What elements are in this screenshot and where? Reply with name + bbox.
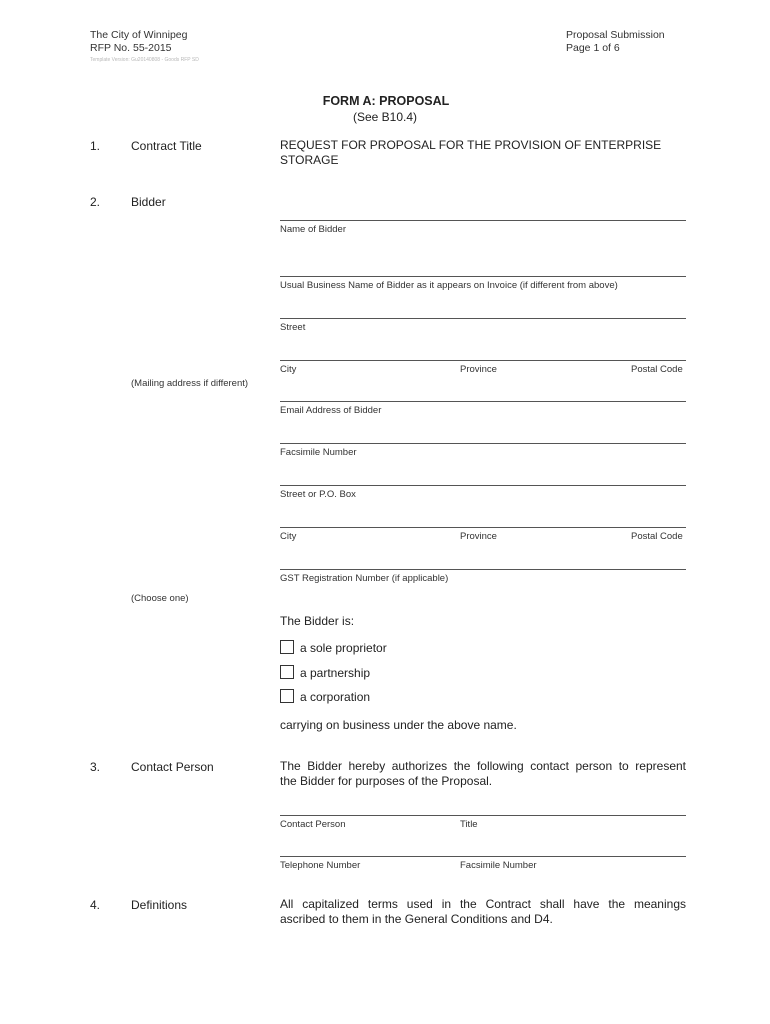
usual-business-name-line[interactable] (280, 276, 686, 277)
gst-line[interactable] (280, 569, 686, 570)
definitions-text (280, 897, 686, 927)
section-2-label: Bidder (131, 195, 166, 209)
contract-title-line-2: STORAGE (280, 153, 339, 167)
contact-authorization-line-1: The Bidder hereby authorizes the following contact person to represent (280, 759, 686, 773)
city-province-postal-line[interactable] (280, 360, 686, 361)
template-version-note: Template Version: Gu20140808 - Goods RFP SD (90, 57, 199, 63)
contract-title-line-1: REQUEST FOR PROPOSAL FOR THE PROVISION OF ENTERPRISE (280, 138, 662, 152)
fax-line[interactable] (280, 443, 686, 444)
contact-person-title-line[interactable] (280, 815, 686, 816)
province-caption: Province (460, 364, 497, 375)
postal-code-caption: Postal Code (631, 364, 683, 375)
section-4-label: Definitions (131, 898, 188, 912)
po-box-caption: Street or P.O. Box (280, 489, 356, 500)
bidder-name-caption: Name of Bidder (280, 224, 347, 235)
header-right (566, 29, 665, 55)
doc-type: Proposal Submission (566, 29, 665, 41)
mailing-postal-code-caption: Postal Code (631, 531, 683, 542)
page-number: Page 1 of 6 (566, 42, 620, 54)
mailing-province-caption: Province (460, 531, 497, 542)
section-1-label: Contract Title (131, 139, 202, 153)
section-3-number: 3. (90, 760, 101, 774)
bidder-name-line[interactable] (280, 220, 686, 221)
mailing-address-note: (Mailing address if different) (131, 378, 249, 389)
po-box-line[interactable] (280, 485, 686, 486)
mailing-city-province-postal-line[interactable] (280, 527, 686, 528)
street-line[interactable] (280, 318, 686, 319)
rfp-number: RFP No. 55-2015 (90, 42, 172, 54)
telephone-fax-line[interactable] (280, 856, 686, 857)
corporation-checkbox[interactable] (280, 689, 294, 703)
section-1-number: 1. (90, 139, 101, 153)
telephone-caption: Telephone Number (280, 860, 361, 871)
email-line[interactable] (280, 401, 686, 402)
definitions-line-1: All capitalized terms used in the Contract shall have the meanings (280, 897, 686, 911)
title-caption: Title (460, 819, 478, 830)
partnership-label: a partnership (300, 666, 371, 680)
form-subtitle: (See B10.4) (352, 110, 418, 124)
form-title: FORM A: PROPOSAL (322, 94, 450, 108)
mailing-city-caption: City (280, 531, 297, 542)
contact-fax-caption: Facsimile Number (460, 860, 537, 871)
carrying-on-business-text: carrying on business under the above name. (280, 718, 517, 732)
fax-caption: Facsimile Number (280, 447, 357, 458)
section-2-number: 2. (90, 195, 101, 209)
header-left (90, 29, 187, 55)
contact-person-caption: Contact Person (280, 819, 346, 830)
form-title-wrap (0, 94, 770, 108)
email-caption: Email Address of Bidder (280, 405, 382, 416)
section-4-number: 4. (90, 898, 101, 912)
street-caption: Street (280, 322, 306, 333)
usual-business-name-caption: Usual Business Name of Bidder as it appears on Invoice (if different from above) (280, 280, 618, 291)
choose-one-note: (Choose one) (131, 593, 189, 604)
city-caption: City (280, 364, 297, 375)
gst-caption: GST Registration Number (if applicable) (280, 573, 449, 584)
bidder-is-label: The Bidder is: (280, 614, 355, 628)
city-name: The City of Winnipeg (90, 29, 188, 41)
corporation-label: a corporation (300, 690, 371, 704)
sole-proprietor-label: a sole proprietor (300, 641, 387, 655)
sole-proprietor-checkbox[interactable] (280, 640, 294, 654)
contact-authorization-text (280, 759, 686, 789)
contract-title (280, 138, 690, 168)
definitions-line-2: ascribed to them in the General Conditions and D4. (280, 912, 553, 926)
partnership-checkbox[interactable] (280, 665, 294, 679)
contact-authorization-line-2: the Bidder for purposes of the Proposal. (280, 774, 493, 788)
section-3-label: Contact Person (131, 760, 214, 774)
